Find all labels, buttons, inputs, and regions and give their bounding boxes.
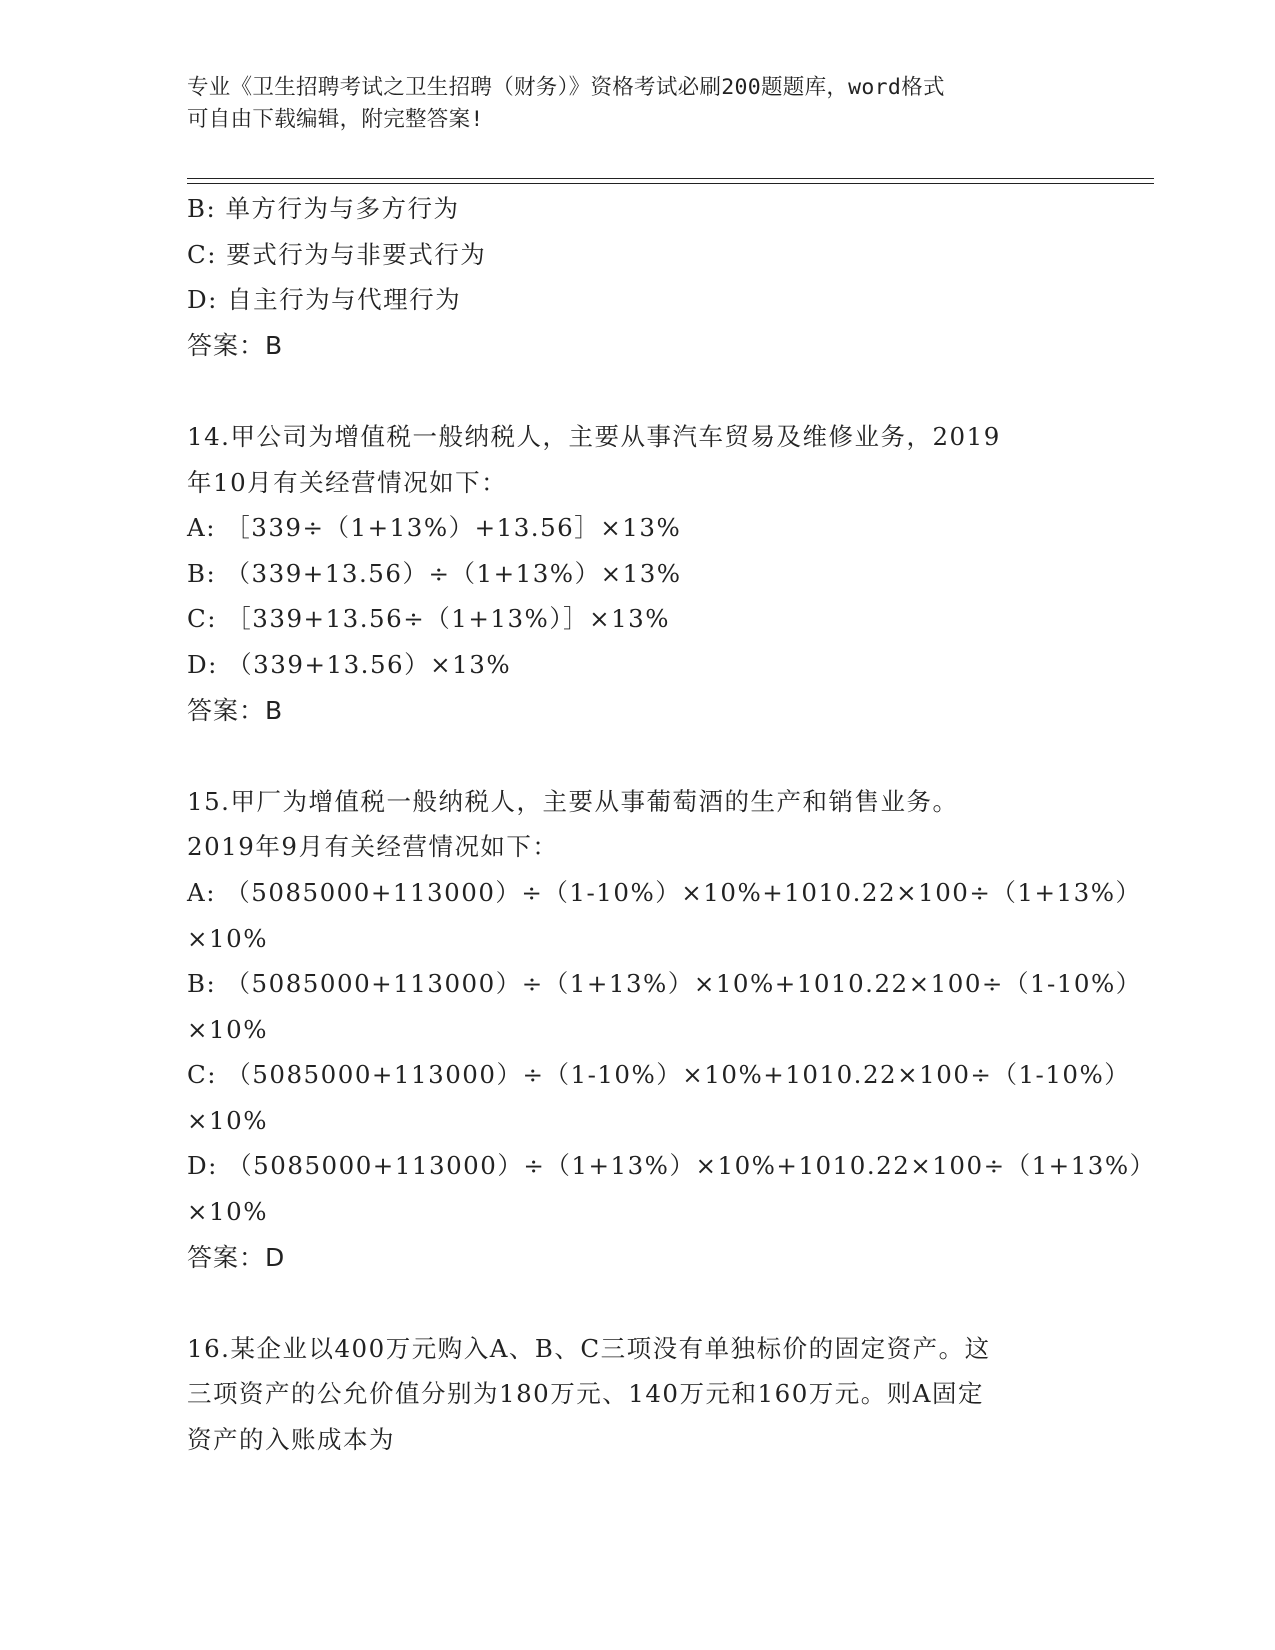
- question-stem-line: 年10月有关经营情况如下：: [187, 467, 508, 497]
- answer-label: 答案：D: [187, 1242, 286, 1272]
- header-line-1: 专业《卫生招聘考试之卫生招聘（财务）》资格考试必刷200题题库，word格式: [187, 75, 945, 100]
- option-b-continuation: ×10%: [187, 1014, 268, 1044]
- header-divider-top: [187, 178, 1154, 179]
- option-d: D: （5085000+113000）÷（1+13%）×10%+1010.22×100÷（1+13%）: [187, 1151, 1156, 1181]
- option-c: C: 要式行为与非要式行为: [187, 239, 487, 269]
- document-body: [187, 186, 1156, 1463]
- question-13-tail: [187, 186, 1087, 368]
- question-15: [187, 779, 1156, 1281]
- question-stem-line: 2019年9月有关经营情况如下：: [187, 832, 559, 862]
- option-d: D: （339+13.56）×13%: [187, 649, 512, 679]
- question-stem-line: 三项资产的公允价值分别为180万元、140万元和160万元。则A固定: [187, 1379, 984, 1409]
- option-a-continuation: ×10%: [187, 923, 268, 953]
- option-b: B: （339+13.56）÷（1+13%）×13%: [187, 558, 682, 588]
- option-b: B: 单方行为与多方行为: [187, 194, 460, 223]
- answer-label: 答案：B: [187, 695, 284, 725]
- option-d: D: 自主行为与代理行为: [187, 285, 462, 315]
- header-divider-bottom: [187, 183, 1154, 184]
- question-14: [187, 414, 1087, 733]
- question-stem-line: 15.甲厂为增值税一般纳税人，主要从事葡萄酒的生产和销售业务。: [187, 786, 959, 816]
- spacer: [187, 733, 1087, 779]
- question-stem-line: 14.甲公司为增值税一般纳税人，主要从事汽车贸易及维修业务，2019: [187, 421, 1001, 451]
- option-c: C: （5085000+113000）÷（1-10%）×10%+1010.22×100÷（1-10%）: [187, 1060, 1131, 1090]
- option-c: C: ［339+13.56÷（1+13%）］×13%: [187, 604, 671, 634]
- option-b: B: （5085000+113000）÷（1+13%）×10%+1010.22×100÷（1-10%）: [187, 969, 1142, 999]
- option-c-continuation: ×10%: [187, 1105, 268, 1135]
- spacer: [187, 1280, 1087, 1326]
- option-a: A: （5085000+113000）÷（1-10%）×10%+1010.22×100÷（1+13%）: [187, 877, 1142, 907]
- header-line-2: 可自由下载编辑，附完整答案!: [187, 107, 484, 132]
- question-16: [187, 1326, 1087, 1463]
- option-d-continuation: ×10%: [187, 1197, 268, 1227]
- option-a: A: ［339÷（1+13%）+13.56］×13%: [187, 513, 682, 543]
- spacer: [187, 368, 1087, 414]
- question-stem-line: 16.某企业以400万元购入A、B、C三项没有单独标价的固定资产。这: [187, 1333, 991, 1363]
- answer-label: 答案：B: [187, 330, 284, 360]
- question-stem-line: 资产的入账成本为: [187, 1425, 395, 1455]
- document-header: [187, 72, 1067, 136]
